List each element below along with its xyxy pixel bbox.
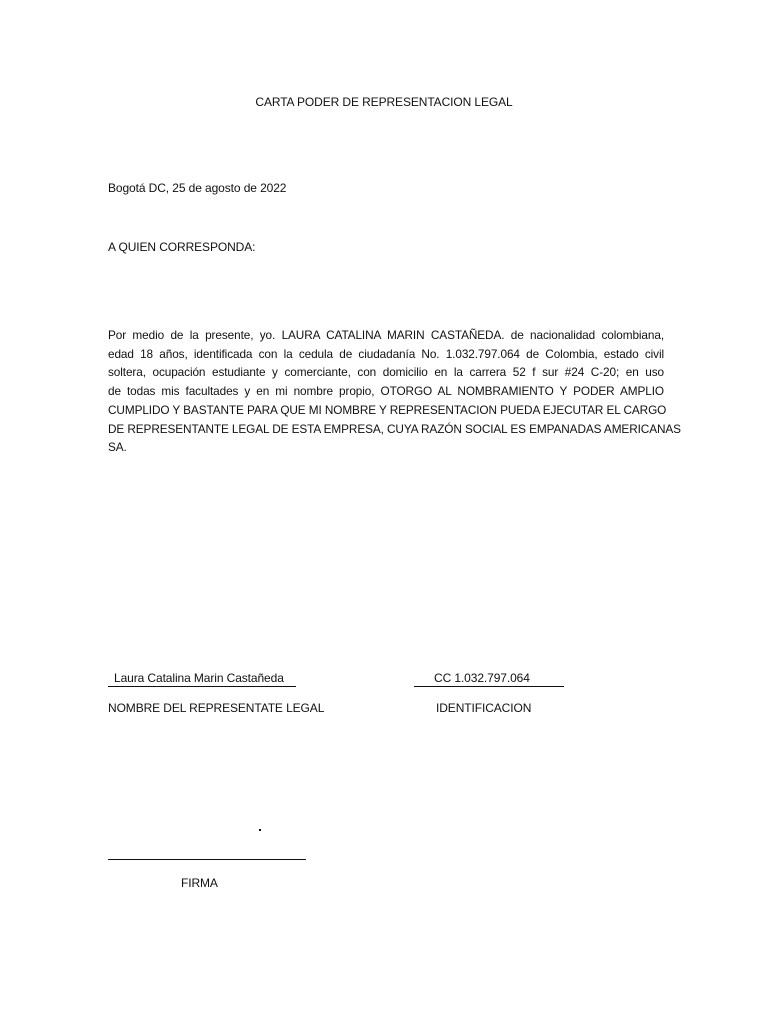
paragraph-line: soltera, ocupación estudiante y comerciante, con domicilio en la carrera 52 f sur #24 C-20; en uso xyxy=(108,365,664,380)
document-title: CARTA PODER DE REPRESENTACION LEGAL xyxy=(255,95,513,109)
representative-name-field xyxy=(108,672,296,687)
body-paragraph xyxy=(108,326,681,457)
paragraph-line: DE REPRESENTANTE LEGAL DE ESTA EMPRESA, CUYA RAZÓN SOCIAL ES EMPANADAS AMERICANAS xyxy=(108,421,681,436)
identification-label: IDENTIFICACION xyxy=(436,701,532,715)
signature-line xyxy=(108,859,306,860)
representative-id: CC 1.032.797.064 xyxy=(434,671,530,685)
paragraph-line: Por medio de la presente, yo. LAURA CATALINA MARIN CASTAÑEDA. de nacionalidad colombiana, xyxy=(108,328,664,342)
salutation: A QUIEN CORRESPONDA: xyxy=(108,240,256,254)
representative-name: Laura Catalina Marin Castañeda xyxy=(114,671,284,685)
paragraph-line: edad 18 años, identificada con la cedula de ciudadanía No. 1.032.797.064 de Colombia, estado civil xyxy=(108,346,664,361)
representative-label: NOMBRE DEL REPRESENTATE LEGAL xyxy=(108,701,325,715)
paragraph-line: SA. xyxy=(108,440,127,455)
representative-id-field xyxy=(414,672,564,687)
paragraph-line: CUMPLIDO Y BASTANTE PARA QUE MI NOMBRE Y REPRESENTACION PUEDA EJECUTAR EL CARGO xyxy=(108,402,667,417)
date-line: Bogotá DC, 25 de agosto de 2022 xyxy=(108,181,287,195)
signature-label: FIRMA xyxy=(181,876,218,890)
stray-dot xyxy=(259,829,261,831)
paragraph-line: de todas mis facultades y en mi nombre propio, OTORGO AL NOMBRAMIENTO Y PODER AMPLIO xyxy=(108,384,664,399)
